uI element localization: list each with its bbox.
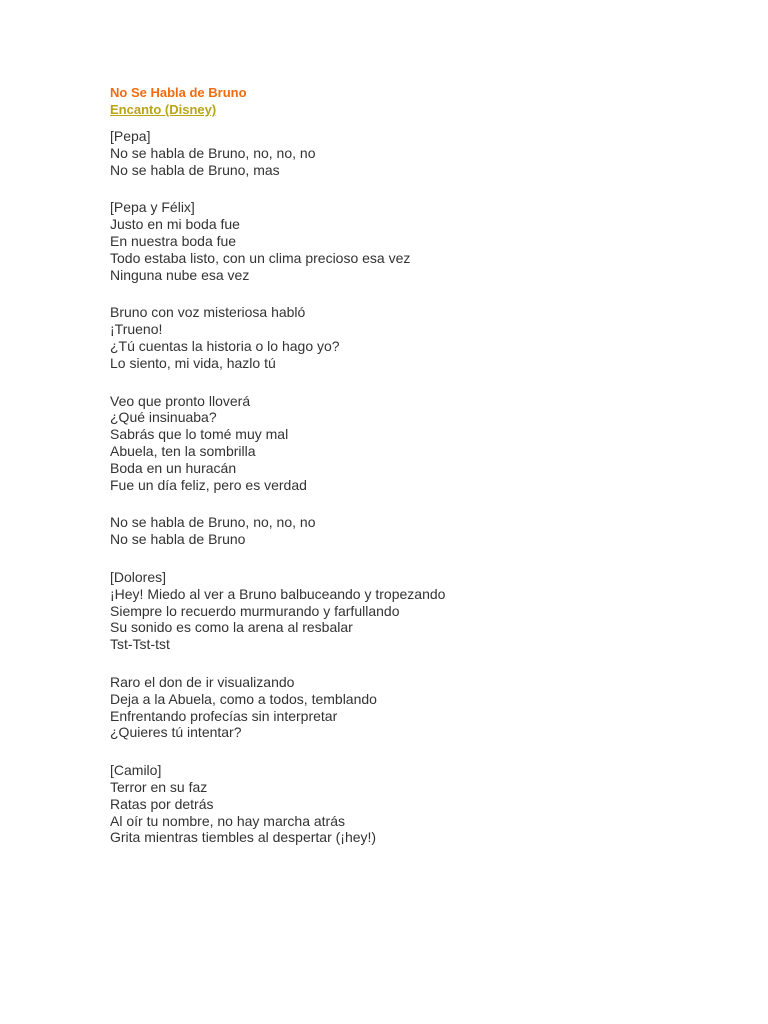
lyrics-stanza [110,393,730,494]
lyric-line: En nuestra boda fue [110,232,237,249]
lyric-line: Justo en mi boda fue [110,216,240,233]
lyric-line: No se habla de Bruno, no, no, no [110,144,316,161]
lyric-line: Deja a la Abuela, como a todos, temblando [110,690,377,707]
lyric-line: [Camilo] [110,762,162,779]
lyric-line: Ratas por detrás [110,795,214,812]
lyrics-stanza [110,674,730,741]
lyrics-stanza [110,199,730,283]
lyric-line: Raro el don de ir visualizando [110,673,295,690]
lyric-line: [Pepa y Félix] [110,199,195,216]
lyrics-stanza [110,304,730,371]
artist-link[interactable]: Encanto (Disney) [110,102,217,117]
lyric-line: Abuela, ten la sombrilla [110,442,256,459]
song-title: No Se Habla de Bruno [110,85,247,100]
lyric-line: Ninguna nube esa vez [110,266,250,283]
lyric-line: No se habla de Bruno, no, no, no [110,514,316,531]
lyric-line: Su sonido es como la arena al resbalar [110,619,353,636]
lyric-line: No se habla de Bruno, mas [110,161,280,178]
lyric-line: Grita mientras tiembles al despertar (¡hey!) [110,829,377,846]
lyric-line: ¡Trueno! [110,321,163,338]
lyric-line: Sabrás que lo tomé muy mal [110,426,289,443]
lyric-line: Al oír tu nombre, no hay marcha atrás [110,812,345,829]
lyric-line: [Dolores] [110,568,167,585]
lyric-line: No se habla de Bruno [110,531,246,548]
lyric-line: Todo estaba listo, con un clima precioso esa vez [110,249,411,266]
lyric-line: Fue un día feliz, pero es verdad [110,476,307,493]
lyrics-body [110,128,730,846]
lyrics-stanza [110,514,730,548]
lyrics-stanza [110,762,730,846]
lyric-line: Enfrentando profecías sin interpretar [110,707,338,724]
lyric-line: Bruno con voz misteriosa habló [110,304,306,321]
lyric-line: Boda en un huracán [110,459,237,476]
lyric-line: ¿Tú cuentas la historia o lo hago yo? [110,337,340,354]
lyrics-stanza [110,569,730,653]
lyric-line: ¡Hey! Miedo al ver a Bruno balbuceando y tropezando [110,585,446,602]
lyric-line: Tst-Tst-tst [110,636,170,653]
lyric-line: Siempre lo recuerdo murmurando y farfullando [110,602,400,619]
lyric-line: ¿Quieres tú intentar? [110,724,242,741]
lyric-line: ¿Qué insinuaba? [110,409,217,426]
lyrics-stanza [110,128,730,178]
lyric-line: Veo que pronto lloverá [110,392,251,409]
lyric-line: Lo siento, mi vida, hazlo tú [110,354,276,371]
lyric-line: Terror en su faz [110,778,208,795]
lyrics-page [110,84,730,867]
lyric-line: [Pepa] [110,128,151,144]
